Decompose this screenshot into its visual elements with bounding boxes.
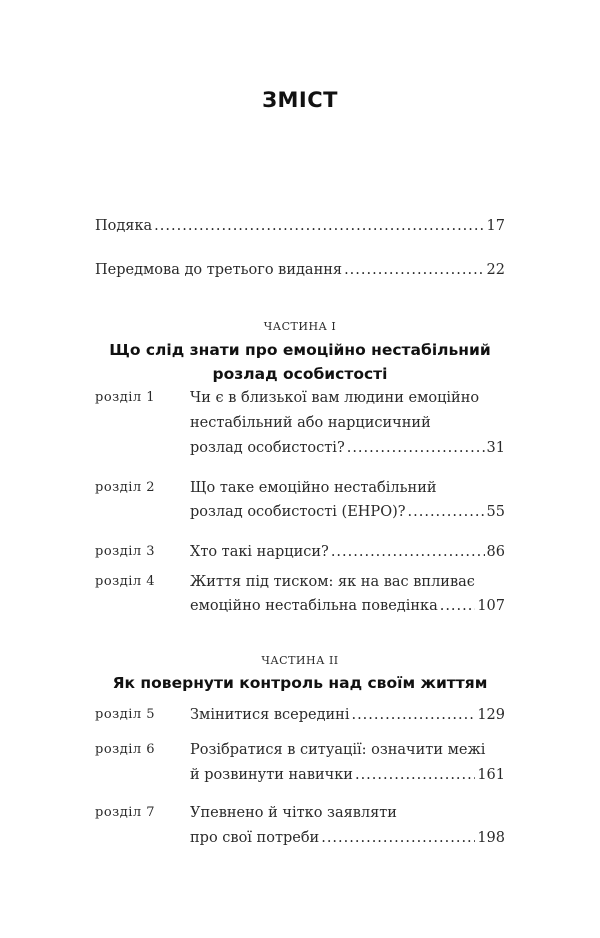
chapter-label: розділ 1: [95, 390, 156, 405]
dot-leader: [440, 596, 476, 616]
page-number: 22: [486, 262, 505, 278]
chapter-line[interactable]: [190, 765, 505, 785]
page-number: 17: [486, 218, 505, 234]
chapter-line[interactable]: [190, 740, 505, 760]
chapter-title: Що таке емоційно нестабільний: [190, 480, 437, 496]
chapter-line[interactable]: [190, 478, 505, 498]
chapter-line[interactable]: [190, 803, 505, 823]
chapter-label: розділ 4: [95, 574, 156, 589]
chapter-label: розділ 7: [95, 805, 156, 820]
part-label: ЧАСТИНА I: [263, 320, 337, 333]
chapter-title: Упевнено й чітко заявляти: [190, 805, 397, 821]
chapter-line[interactable]: [190, 705, 505, 725]
chapter-line[interactable]: [190, 596, 505, 616]
dot-leader: [347, 438, 485, 458]
part-heading: розлад особистості: [212, 365, 388, 383]
chapter-line[interactable]: [190, 502, 505, 522]
chapter-label: розділ 2: [95, 480, 156, 495]
page-number: 86: [486, 544, 505, 560]
dot-leader: [344, 260, 484, 280]
chapter-line[interactable]: [190, 388, 505, 408]
entry-title: Передмова до третього видання: [95, 262, 343, 278]
chapter-line[interactable]: [190, 413, 505, 433]
chapter-title: про свої потреби: [190, 830, 320, 846]
page-number: 161: [477, 767, 505, 783]
page-number: 107: [477, 598, 505, 614]
page-number: 55: [486, 504, 505, 520]
entry-title: Подяка: [95, 218, 153, 234]
chapter-label: розділ 5: [95, 707, 156, 722]
dot-leader: [154, 216, 484, 236]
chapter-line[interactable]: [190, 542, 505, 562]
chapter-title: нестабільний або нарцисичний: [190, 415, 431, 431]
chapter-title: емоційно нестабільна поведінка: [190, 598, 438, 614]
chapter-title: Змінитися всередині: [190, 707, 350, 723]
chapter-title: Хто такі нарциси?: [190, 544, 329, 560]
dot-leader: [331, 542, 485, 562]
chapter-title: й розвинути навички: [190, 767, 353, 783]
page-title: ЗМІСТ: [262, 88, 338, 112]
part-heading: Як повернути контроль над своїм життям: [112, 674, 488, 692]
chapter-title: розлад особистості (ЕНРО)?: [190, 504, 406, 520]
chapter-label: розділ 3: [95, 544, 156, 559]
page-number: 31: [486, 440, 505, 456]
part-heading: Що слід знати про емоційно нестабільний: [109, 341, 491, 359]
chapter-label: розділ 6: [95, 742, 156, 757]
page-number: 129: [477, 707, 505, 723]
part-label: ЧАСТИНА II: [261, 654, 339, 667]
toc-entry-acknowledgements[interactable]: [95, 216, 505, 236]
chapter-line[interactable]: [190, 438, 505, 458]
chapter-title: Чи є в близької вам людини емоційно: [190, 390, 480, 406]
chapter-title: розлад особистості?: [190, 440, 345, 456]
chapter-line[interactable]: [190, 572, 505, 592]
toc-entry-preface[interactable]: [95, 260, 505, 280]
dot-leader: [355, 765, 475, 785]
chapter-title: Розібратися в ситуації: означити межі: [190, 742, 486, 758]
dot-leader: [321, 828, 475, 848]
chapter-title: Життя під тиском: як на вас впливає: [190, 574, 475, 590]
page-number: 198: [477, 830, 505, 846]
dot-leader: [351, 705, 475, 725]
chapter-line[interactable]: [190, 828, 505, 848]
dot-leader: [408, 502, 485, 522]
